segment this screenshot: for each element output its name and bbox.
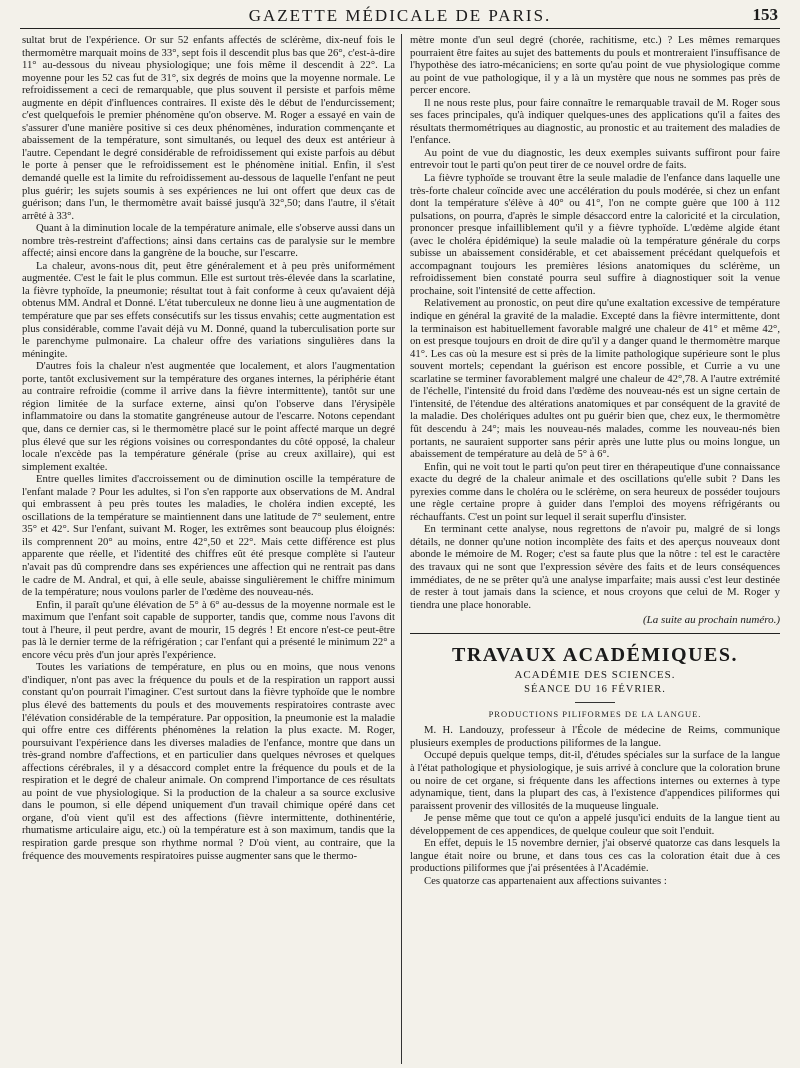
section-divider — [410, 633, 780, 634]
paragraph: M. H. Landouzy, professeur à l'École de médecine de Reims, communique plusieurs exemples de productions piliformes de la langue. — [410, 724, 780, 749]
paragraph: En terminant cette analyse, nous regrettons de n'avoir pu, malgré de si longs détails, ne donner qu'une notion incomplète des faits et des aperçus nouveaux dont abonde le mémoire de M. Roger; c'est sa faute plus que la nôtre : tel est le caractère des travaux qui ne sont que l'expression sévère des faits et de leurs conséquences immédiates, de ne se prêter qu'à une analyse imparfaite; mais aussi c'est leur destinée de rester à tout jamais dans la science, et nous croyons que celui de M. Roger y tiendra une place honorable. — [410, 523, 780, 611]
paragraph: Au point de vue du diagnostic, les deux exemples suivants suffiront pour faire entrevoir tout le parti qu'on peut tirer de ce nouvel ordre de faits. — [410, 146, 780, 172]
right-column — [410, 34, 780, 1064]
paragraph: Quant à la diminution locale de la température animale, elle s'observe aussi dans un nombre très-restreint d'affections; ainsi dans certains cas de paralysie sur le membre affecté; ainsi encore dans la gangrène de la bouche, sur l'escarre. — [22, 222, 395, 260]
paragraph: D'autres fois la chaleur n'est augmentée que localement, et alors l'augmentation porte, tantôt exclusivement sur la température des organes internes, la périphérie étant au contraire refroidie (comme il arrive dans la fièvre intermittente), tantôt sur une région limitée de la surface externe, ainsi qu'on l'observe dans l'érysipèle inflammatoire ou dans la stomatite gangréneuse autour de l'escarre. Notons cependant que, dans ce dernier cas, si le thermomètre placé sur le point affecté marque un degré plus élevé que sur les régions voisines ou correspondantes du côté opposé, la chaleur locale n'excède pas la température générale (prise au creux axillaire), qui est simplement exaltée. — [22, 360, 395, 473]
paragraph: En effet, depuis le 15 novembre dernier, j'ai observé quatorze cas dans lesquels la langue était noire ou brune, et dans tous ces cas la coloration était due à ces productions piliformes que j'ai présentées à l'Académie. — [410, 837, 780, 875]
paragraph: Je pense même que tout ce qu'on a appelé jusqu'ici enduits de la langue tient au développement de ces appendices, de quelque couleur que soit l'enduit. — [410, 812, 780, 837]
paragraph: Entre quelles limites d'accroissement ou de diminution oscille la température de l'enfant malade ? Pour les adultes, si l'on s'en rapporte aux observations de M. Andral qui embrassent à peu près toutes les maladies, le choléra indien excepté, les oscillations de la température se maintiennent dans une latitude de 7° seulement, entre 35° et 42°. Sur l'enfant, suivant M. Roger, les extrêmes sont beaucoup plus éloignés: ils comprennent 20° au moins, entre 42°,50 et 22°. Mais cette différence est plus apparente que réelle, et l'identité des chiffres eût été presque complète si l'auteur n'avait pas dû comprendre dans ses expériences une affection qui ne rentrait pas dans le cadre de M. Andral, et qui, à elle seule, abaisse singulièrement le chiffre minimum de la température; nous voulons parler de l'œdème des nouveau-nés. — [22, 473, 395, 599]
paragraph: Occupé depuis quelque temps, dit-il, d'études spéciales sur la surface de la langue à l'état pathologique et physiologique, je suis arrivé à conclure que la coloration brune ou noire de cet organe, si fréquente dans les affections internes ou externes à type adynamique, tient, dans la plupart des cas, à l'existence d'appendices piliformes qui paraissent provenir des villosités de la muqueuse linguale. — [410, 749, 780, 812]
paragraph: sultat brut de l'expérience. Or sur 52 enfants affectés de sclérème, dix-neuf fois le thermomètre marquait moins de 33°, sept fois il descendit plus bas que 26°, c'est-à-dire 11° au-dessous du niveau physiologique; une fois même il descendit à 22°. La moyenne pour les 52 cas fut de 31°, six degrés de moins que la moyenne normale. Le refroidissement a ceci de remarquable, que plus souvent il persiste et parfois même augmente en dépit d'influences contraires. Il existe dès le début de l'endurcissement; c'est quelquefois le premier phénomène qu'on observe. M. Roger a essayé en vain de s'assurer d'une manière positive si ces deux phénomènes, induration commençante et abaissement de la température, sont simultanés, ou lequel des deux est antérieur à l'autre. Cependant le degré considérable de refroidissement qui existe parfois au début le porte à penser que le refroidissement est le phénomène initial. Enfin, il s'est demandé quelle est la limite du refroidissement au-dessous de laquelle l'enfant ne peut plus guérir; les sujets soumis à ses expériences ne lui ont offert que deux cas de guérison; dans l'un, le thermomètre avait baissé jusqu'à 32°,50; dans l'autre, il s'était arrêté à 33°. — [22, 34, 395, 222]
paragraph: mètre monte d'un seul degré (chorée, rachitisme, etc.) ? Les mêmes remarques pourraient être faites au sujet des battements du pouls et montreraient l'insuffisance de l'hypothèse des iatro-mécaniciens; en sorte qu'au point de vue physiologique comme au point de vue pathologique, il y a là un mystère que nous ne sommes pas près de percer encore. — [410, 34, 780, 97]
column-divider — [401, 34, 402, 1064]
paragraph: La fièvre typhoïde se trouvant être la seule maladie de l'enfance dans laquelle une très-forte chaleur coïncide avec une accélération du pouls modérée, si chez un enfant dont la température s'élève à 40° ou 41°, l'on ne compte guère que 100 à 112 pulsations, on pourra, d'après le simple désaccord entre la caloricité et la circulation, prononcer presque infailliblement qu'il y a fièvre typhoïde. L'œdème algide étant (avec le choléra épidémique) la seule maladie où la température générale du corps subisse un abaissement considérable, et cet abaissement précédant quelquefois et accompagnant toujours les premières lésions anatomiques du sclérème, un refroidissement bien constaté pourra seul suffire à diagnostiquer soit la venue prochaine, soit l'intensité de cette affection. — [410, 172, 780, 297]
journal-title: GAZETTE MÉDICALE DE PARIS. — [248, 6, 552, 25]
page-header — [20, 4, 780, 29]
paragraph: Relativement au pronostic, on peut dire qu'une exaltation excessive de température indique en général la gravité de la maladie. Excepté dans la fièvre intermittente, dont la terminaison est habituellement favorable malgré une chaleur de 41° et même 42°, on est presque toujours en droit de dire qu'il y a danger quand le thermomètre marque 41°. Les cas où la mesure est si près de la limite pathologique supérieure sont le plus souvent mortels; cependant la guérison est encore possible, et Currie a vu une scarlatine se terminer favorablement malgré une chaleur de 42°,78. A l'autre extrémité de l'échelle, l'intensité du froid dans l'œdème des nouveau-nés est un signe certain de l'intensité, de l'étendue des altérations anatomiques et par conséquent de la gravité de la maladie. Des cholériques adultes ont pu guérir bien que, chez eux, le thermomètre fût descendu à 24°; mais les nouveau-nés malades, comme les nouveau-nés bien portants, ne sauraient supporter sans périr après une lutte plus ou moins longue, un abaissement de température au delà de 5° à 6°. — [410, 297, 780, 461]
section-subtitle: ACADÉMIE DES SCIENCES. — [514, 668, 676, 681]
paragraph: Enfin, qui ne voit tout le parti qu'on peut tirer en thérapeutique d'une connaissance exacte du degré de la chaleur animale et des oscillations qu'elle subit ? Dans les pyrexies comme dans le choléra ou le sclérème, on sera heureux de posséder toujours une règle certaine propre à guider dans l'emploi des moyens réfrigérants ou réchauffants. C'est un point sur lequel il serait superflu d'insister. — [410, 460, 780, 523]
page-number: 153 — [752, 5, 778, 24]
session-date: SÉANCE DU 16 FÉVRIER. — [524, 684, 666, 696]
section-title: TRAVAUX ACADÉMIQUES. — [452, 643, 738, 666]
short-divider — [575, 702, 615, 703]
paragraph: Ces quatorze cas appartenaient aux affections suivantes : — [424, 874, 667, 887]
paragraph: Il ne nous reste plus, pour faire connaître le remarquable travail de M. Roger sous ses faces principales, qu'à indiquer quelques-unes des applications qu'il a faites des résultats thermométriques au diagnostic, au pronostic et au traitement des maladies de l'enfance. — [410, 96, 780, 147]
paragraph: Enfin, il paraît qu'une élévation de 5° à 6° au-dessus de la moyenne normale est le maximum que l'enfant soit capable de supporter, tandis que, comme nous l'avons dit tout à l'heure, il peut perdre, avant de mourir, 15 degrés ! Et encore n'est-ce peut-être pas là le dernier terme de la réfrigération ; car l'enfant qui a présenté le minimum 22° a encore vécu près d'un jour après l'expérience. — [22, 598, 395, 661]
continuation-note: (La suite au prochain numéro.) — [643, 614, 780, 627]
left-column — [22, 34, 395, 1064]
paragraph: La chaleur, avons-nous dit, peut être généralement et à peu près uniformément augmentée. C'est le fait le plus commun. Elle est surtout très-élevée dans la scarlatine, la fièvre typhoïde, la pneumonie; résultat tout à fait conforme à ceux qu'avaient déjà obtenus MM. Andral et Donné. L'état tuberculeux ne donne lieu à une augmentation de température que par ses effets consécutifs sur les tissus envahis; cette augmentation est plus considérable, comme l'avait déjà vu M. Donné, quand la tuberculisation porte sur le parenchyme pulmonaire. La chaleur offre des variations singulières dans la méningite. — [22, 259, 395, 360]
article-title: PRODUCTIONS PILIFORMES DE LA LANGUE. — [488, 708, 702, 719]
paragraph: Toutes les variations de température, en plus ou en moins, que nous venons d'indiquer, n'ont pas avec la fréquence du pouls et de la respiration un rapport aussi constant qu'on pourrait l'imaginer. C'est surtout dans la fièvre typhoïde que le nombre plus élevé des battements du pouls et des mouvements respiratoires contraste avec l'élévation considérable de la température. Par opposition, la pneumonie est la maladie qui offre entre ces différents phénomènes la relation la plus exacte. M. Roger, poursuivant l'expérience dans les diverses maladies de l'enfance, montre que dans un très-grand nombre d'affections, et en particulier dans quelques névroses et quelques affections cérébrales, il y a désaccord complet entre la fréquence du pouls et de la respiration et le degré de chaleur animale. On comprend l'importance de ces résultats au point de vue physiologique. Si la production de la chaleur a sa source exclusive dans le poumon, si elle dépend uniquement d'un travail chimique opéré dans cet organe, d'où vient qu'il est des affections (fièvre intermittente, dothinentérie, rhumatisme articulaire aigu, etc.) où la température est à son maximum, tandis que la respiration garde presque son rhythme normal ? D'où vient, au contraire, que la fréquence des mouvements respiratoires puisse augmenter sans que le thermo- — [22, 661, 395, 862]
